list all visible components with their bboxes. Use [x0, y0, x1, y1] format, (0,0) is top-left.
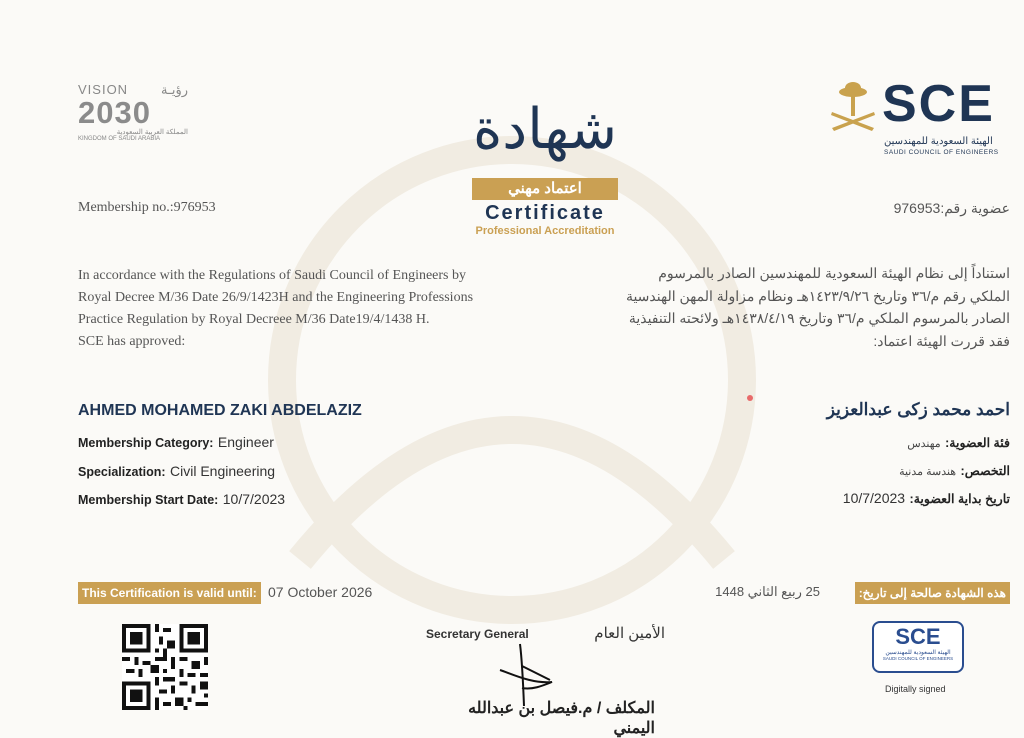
start-date-row-en [78, 491, 285, 509]
intro-ar-line: الصادر بالمرسوم الملكي م/٣٦ وتاريخ ١٤٣٨/٤/١٩هـ ولائحته التنفيذية [628, 310, 1010, 326]
validity-date-ar: 25 ربيع الثاني 1448 [715, 584, 820, 599]
intro-en-line: Royal Decree M/36 Date 26/9/1423H and the Engineering Professions [78, 290, 474, 305]
stamp-sub-en: SAUDI COUNCIL OF ENGINEERS [882, 656, 954, 661]
specialization-label-en: Specialization: [78, 465, 166, 479]
digitally-signed-caption: Digitally signed [885, 684, 946, 694]
specialization-row-ar [899, 462, 1010, 480]
stamp-sub-ar: الهيئة السعودية للمهندسين [885, 650, 951, 656]
title-arabic: شهادة [472, 97, 618, 162]
sce-logo-sub-ar: الهيئة السعودية للمهندسين [884, 136, 993, 147]
validity-label-ar: هذه الشهادة صالحة إلى تاريخ: [855, 582, 1010, 604]
specialization-label-ar: التخصص: [960, 464, 1010, 478]
sce-logo-text: SCE [882, 75, 995, 133]
signature-title-ar: الأمين العام [594, 625, 665, 642]
start-date-value-ar: 10/7/2023 [842, 490, 906, 506]
intro-en-line: SCE has approved: [78, 334, 186, 349]
specialization-row-en [78, 463, 275, 481]
membership-number-ar: عضوية رقم:976953 [893, 200, 1010, 216]
category-label-ar: فئة العضوية: [945, 436, 1010, 450]
category-value-en: Engineer [217, 434, 274, 450]
start-date-label-en: Membership Start Date: [78, 493, 219, 507]
title-sub: Professional Accreditation [475, 225, 615, 237]
membership-number-en: Membership no.:976953 [78, 200, 216, 215]
start-date-value-en: 10/7/2023 [222, 491, 286, 507]
sce-logo [826, 75, 1016, 160]
validity-date-en: 07 October 2026 [268, 584, 373, 600]
intro-ar-line: استناداً إلى نظام الهيئة السعودية للمهندسين الصادر بالمرسوم [658, 265, 1010, 281]
vision-arabic: رؤيـة [161, 82, 188, 97]
vision-sub-ar: المملكة العربية السعودية [116, 129, 188, 136]
vision-sub-en: KINGDOM OF SAUDI ARABIA [78, 136, 161, 142]
intro-ar [570, 262, 1010, 352]
intro-ar-line: فقد قررت الهيئة اعتماد: [873, 332, 1010, 349]
sce-stamp [872, 621, 964, 673]
qr-code [122, 624, 208, 710]
vision-2030-logo [78, 82, 188, 152]
category-row-ar [907, 434, 1010, 452]
specialization-value-en: Civil Engineering [169, 463, 276, 479]
stamp-text: SCE [895, 624, 941, 649]
intro-en [78, 265, 528, 353]
red-dot [747, 395, 753, 401]
certificate-title-block [460, 82, 630, 254]
title-bar: اعتماد مهني [472, 178, 618, 200]
person-name-ar: احمد محمد زكى عبدالعزيز [826, 400, 1010, 419]
title-english: Certificate [485, 202, 605, 224]
category-label-en: Membership Category: [78, 436, 214, 450]
palm-swords-icon [828, 82, 878, 134]
intro-en-line: In accordance with the Regulations of Saudi Council of Engineers by [78, 268, 467, 283]
intro-en-line: Practice Regulation by Royal Decreee M/36 Date19/4/1438 H. [78, 312, 430, 327]
signature-name-ar: المكلف / م.فيصل بن عبدالله اليمني [468, 700, 655, 737]
start-date-row-ar [843, 490, 1010, 508]
start-date-label-ar: تاريخ بداية العضوية: [909, 492, 1010, 506]
category-row-en [78, 434, 274, 452]
category-value-ar: مهندس [907, 438, 941, 450]
vision-text: VISION [78, 82, 129, 97]
signature-title-en: Secretary General [426, 627, 529, 641]
validity-label-en: This Certification is valid until: [78, 582, 261, 604]
vision-year: 2030 [78, 95, 151, 130]
sce-logo-sub-en: SAUDI COUNCIL OF ENGINEERS [884, 149, 999, 156]
person-name-en: AHMED MOHAMED ZAKI ABDELAZIZ [78, 402, 362, 419]
intro-ar-line: الملكي رقم م/٣٦ وتاريخ ١٤٢٣/٩/٢٦هـ ونظام مزاولة المهن الهندسية [625, 287, 1010, 304]
specialization-value-ar: هندسة مدنية [899, 466, 957, 478]
